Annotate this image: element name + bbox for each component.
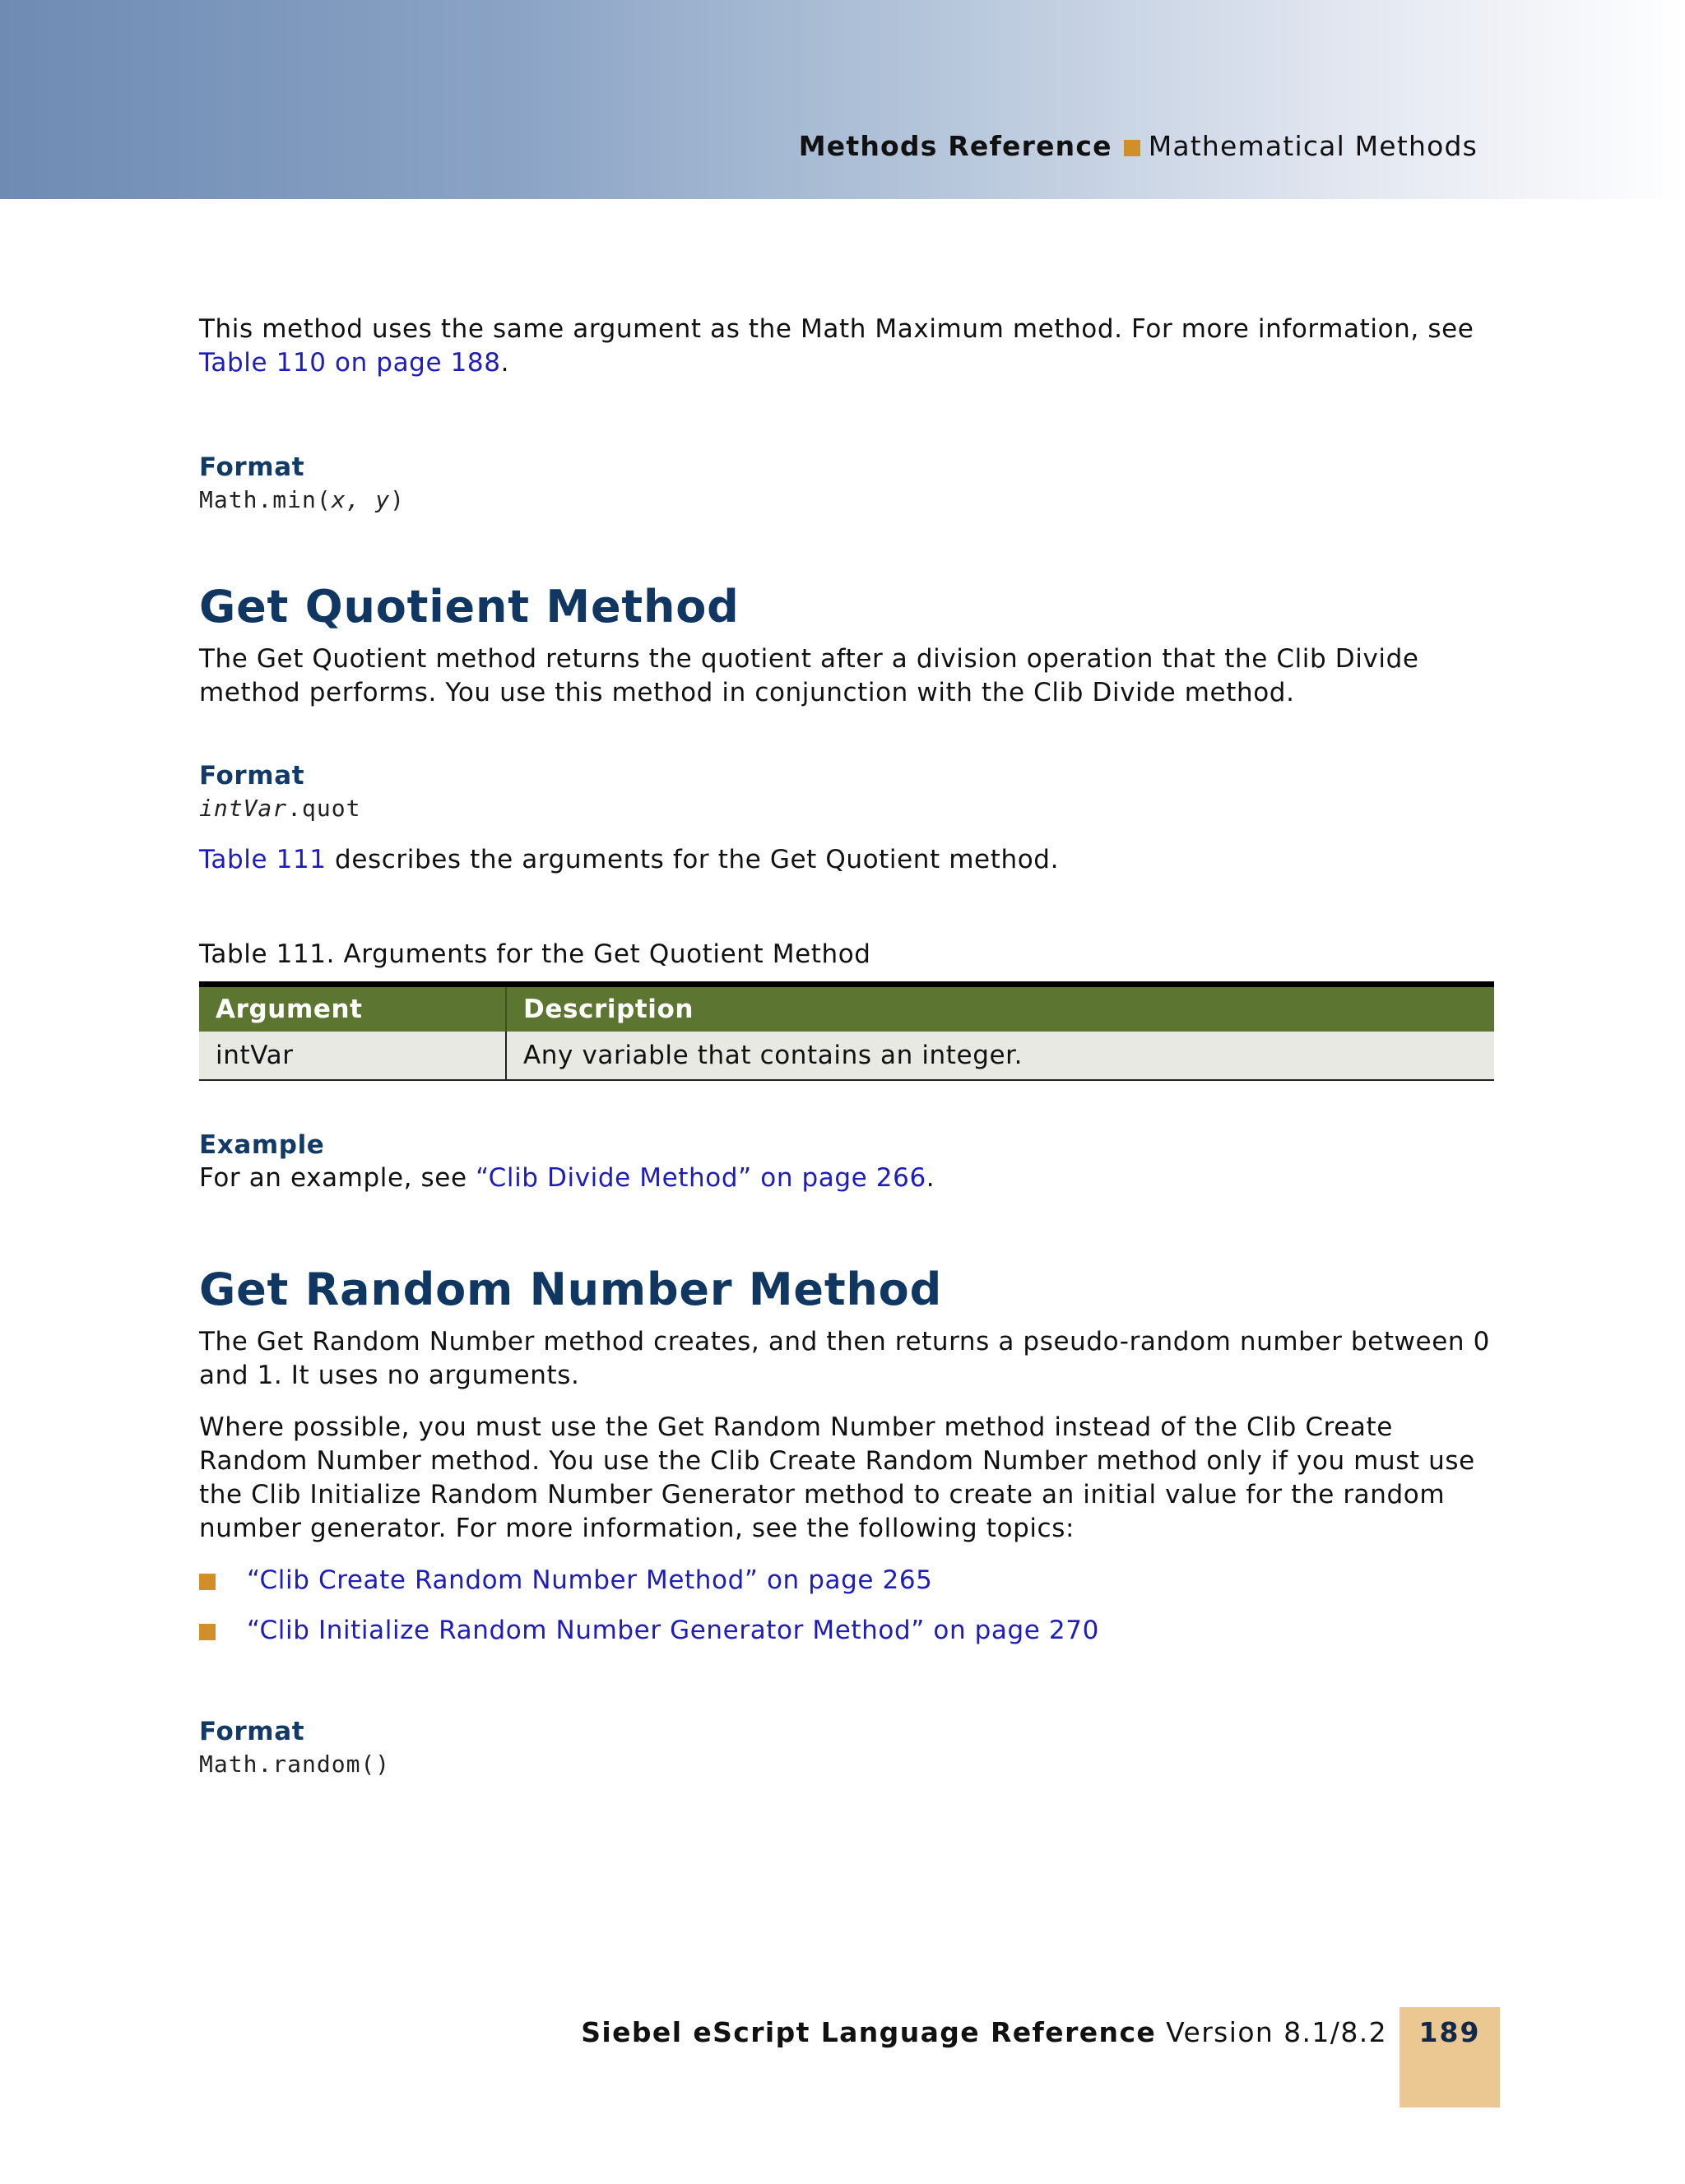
- random-format-heading: Format: [199, 1717, 305, 1746]
- table-111-link[interactable]: Table 111: [199, 845, 327, 874]
- min-code-suffix: ): [390, 486, 406, 513]
- clib-create-random-link[interactable]: “Clib Create Random Number Method” on page 265: [247, 1565, 933, 1595]
- min-format-code: [199, 484, 1491, 517]
- quotient-format-heading: Format: [199, 761, 305, 791]
- table-caption: Table 111. Arguments for the Get Quotient Method: [199, 939, 871, 969]
- intro-paragraph: [199, 313, 1491, 380]
- header-subsection-title: Mathematical Methods: [1148, 130, 1478, 162]
- square-bullet-icon: [1124, 140, 1140, 156]
- min-code-args: x, y: [331, 486, 391, 513]
- page-number: 189: [1418, 2016, 1481, 2048]
- random-method-title: Get Random Number Method: [199, 1264, 943, 1315]
- random-paragraph-1: The Get Random Number method creates, and then returns a pseudo-random number between 0 and 1. It uses no arguments.: [199, 1327, 1490, 1390]
- random-paragraph-2: Where possible, you must use the Get Random Number method instead of the Clib Create Random Number method. You use the Clib Create Random Number method only if you must use the Clib Initialize Random Number Generator method to create an initial value for the random number generator. For more information, see the following topics:: [199, 1412, 1475, 1543]
- table-110-link[interactable]: Table 110 on page 188: [199, 348, 501, 378]
- list-item: [199, 1614, 1491, 1648]
- square-bullet-icon: [199, 1574, 216, 1590]
- footer-book-info: [581, 2016, 1387, 2048]
- table-ref-text: describes the arguments for the Get Quotient method.: [326, 845, 1060, 874]
- quotient-code-var: intVar: [199, 795, 288, 822]
- arguments-table: [199, 981, 1494, 1081]
- footer-version: Version 8.1/8.2: [1156, 2016, 1387, 2048]
- header-section-title: Methods Reference: [798, 130, 1112, 162]
- page-number-box: [1400, 2007, 1500, 2107]
- list-item: [199, 1564, 1491, 1597]
- table-row: [199, 1032, 1494, 1080]
- topic-list: [199, 1564, 1491, 1648]
- quotient-format-code: [199, 792, 1491, 825]
- page-content: [199, 313, 1491, 1781]
- min-format-heading: Format: [199, 452, 305, 482]
- example-end: .: [926, 1163, 935, 1193]
- table-header-row: [199, 985, 1494, 1032]
- table-cell-description: Any variable that contains an integer.: [506, 1032, 1494, 1080]
- intro-end: .: [500, 348, 510, 378]
- table-cell-argument: intVar: [199, 1032, 506, 1080]
- column-header-argument: Argument: [199, 985, 506, 1032]
- example-text: For an example, see: [199, 1163, 476, 1193]
- clib-divide-link[interactable]: “Clib Divide Method” on page 266: [476, 1163, 926, 1193]
- quotient-description: The Get Quotient method returns the quotient after a division operation that the Clib Divide method performs. You use this method in conjunction with the Clib Divide method.: [199, 644, 1419, 707]
- min-code-prefix: Math.min(: [199, 486, 332, 513]
- header-banner: [0, 0, 1685, 199]
- quotient-code-rest: .quot: [287, 795, 361, 822]
- example-paragraph: [199, 1162, 1491, 1195]
- quotient-method-title: Get Quotient Method: [199, 581, 740, 633]
- random-format-code: Math.random(): [199, 1750, 391, 1778]
- column-header-description: Description: [506, 985, 1494, 1032]
- square-bullet-icon: [199, 1624, 216, 1640]
- running-header: [799, 130, 1478, 162]
- table-reference-paragraph: [199, 843, 1491, 877]
- intro-text: This method uses the same argument as the Math Maximum method. For more information, see: [199, 314, 1474, 344]
- example-heading: Example: [199, 1130, 325, 1160]
- clib-init-random-link[interactable]: “Clib Initialize Random Number Generator Method” on page 270: [247, 1616, 1099, 1645]
- footer-book-title: Siebel eScript Language Reference: [581, 2016, 1157, 2048]
